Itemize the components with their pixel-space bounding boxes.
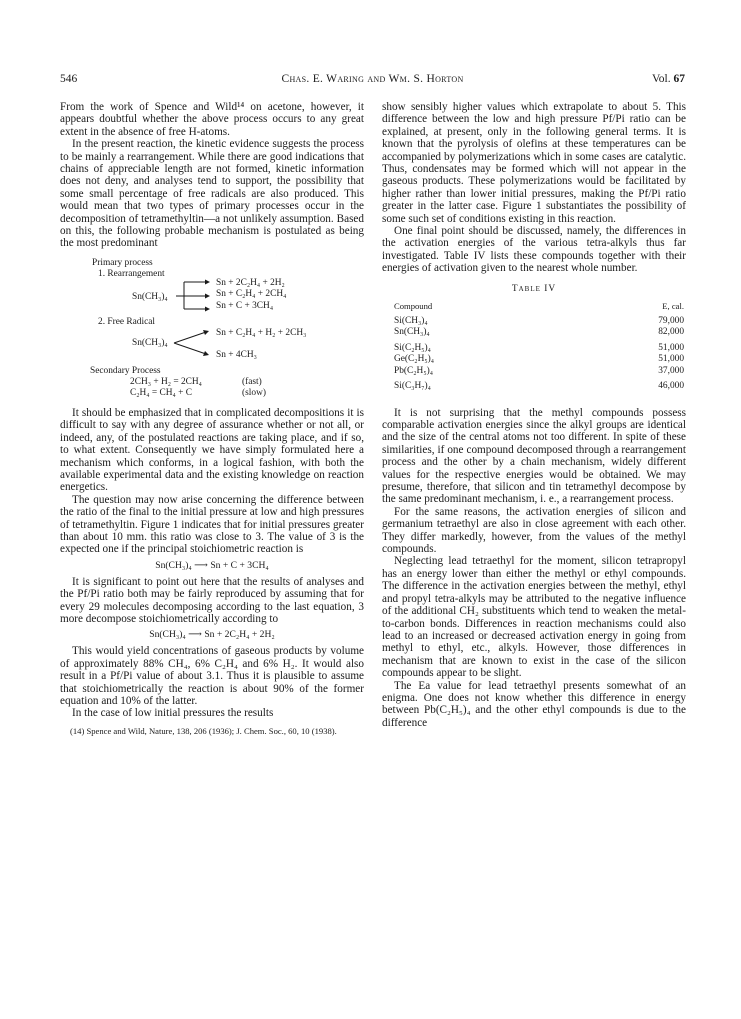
equation: Sn(CH₃)₄ ⟶ Sn + 2C₂H₄ + 2H₂	[149, 629, 275, 641]
scheme-primary-process: Primary process	[92, 257, 153, 268]
left-column	[60, 101, 364, 736]
table-cell: 79,000	[658, 315, 684, 326]
fork-arrow	[172, 328, 212, 358]
table-cell: Si(C₂H₅)₄	[394, 342, 431, 353]
volume-number: 67	[673, 73, 685, 85]
scheme-secondary-2: C₂H₄ = CH₄ + C	[130, 387, 193, 398]
table-cell: Ge(C₂H₅)₄	[394, 354, 435, 365]
scheme-reactant-2: Sn(CH₃)₄	[132, 337, 168, 348]
scheme-product-2: Sn + C₂H₄ + 2CH₄	[216, 288, 287, 299]
activation-energy-table	[394, 301, 684, 393]
paragraph: This would yield concentrations of gaseous products by volume of approximately 88% CH₄, 6% C₂H₄ and 6% H₂. It would also result in a Pf/Pi value of about 3.1. Thus it is plausible to assume that stoichiometrically the reaction is about 90% of the former equation and 10% of the latter.	[60, 645, 364, 707]
table-title: Table IV	[511, 283, 557, 294]
equation: Sn(CH₃)₄ ⟶ Sn + C + 3CH₄	[155, 559, 269, 571]
scheme-secondary-1: 2CH₃ + H₂ = 2CH₄	[130, 376, 202, 387]
table-cell: 37,000	[658, 365, 684, 376]
scheme-radical-product-2: Sn + 4CH₃	[216, 349, 257, 360]
paragraph: In the present reaction, the kinetic evidence suggests the process to be mainly a rearrangement. While there are good indications that chains of appreciable length are not formed, kinetic information does not deny, and analyses tend to support, the possibility that some small percentage of free radicals are also produced. This would mean that two types of primary processes occur in the decomposition of tetramethyltin—a not unlikely assumption. Based on this, the following probable mechanism is postulated as being the most predominant	[60, 138, 364, 250]
paragraph: It should be emphasized that in complicated decompositions it is difficult to say with any degree of assurance whether or not all, or indeed, any, of the postulated reactions are taking place, and if so, to what extent. Consequently we have simply formulated here a mechanism which conforms, in a logical fashion, with both the available experimental data and the existing knowledge on reaction energetics.	[60, 406, 364, 494]
volume-prefix: Vol.	[651, 73, 671, 85]
table-cell: 82,000	[658, 327, 684, 338]
table-row	[394, 339, 684, 355]
mechanism-scheme	[60, 258, 364, 403]
scheme-secondary-2-rate: (slow)	[242, 387, 266, 398]
paragraph: In the case of low initial pressures the results	[72, 707, 274, 720]
table-row	[394, 366, 684, 378]
table-cell: Pb(C₂H₅)₄	[394, 365, 433, 376]
table-row	[394, 354, 684, 366]
table-header-energy: E, cal.	[662, 301, 684, 312]
scheme-rearrangement: 1. Rearrangement	[98, 268, 165, 279]
paragraph: It is significant to point out here that the results of analyses and the Pf/Pi ratio both may be fairly reproduced by assuming that for every 29 molecules decomposing according to the last equation, 3 more decompose stoichiometrically according to	[60, 575, 364, 625]
paragraph: The question may now arise concerning the difference between the ratio of the final to the initial pressure at low and high pressures of tetramethyltin. Figure 1 indicates that for initial pressures greater than about 10 mm. this ratio was close to 3. The value of 3 is the expected one if the principal stoichiometric reaction is	[60, 493, 364, 556]
scheme-secondary-process: Secondary Process	[90, 365, 161, 376]
table-cell: 51,000	[658, 342, 684, 353]
table-row	[394, 377, 684, 393]
table-row	[394, 327, 684, 339]
table-header-row	[394, 301, 684, 316]
table-cell: Si(CH₃)₄	[394, 315, 428, 326]
table-cell: Sn(CH₃)₄	[394, 327, 430, 338]
right-column	[382, 101, 686, 729]
page-number: 546	[60, 73, 78, 85]
table-header-compound: Compound	[394, 301, 433, 312]
footnote: (14) Spence and Wild, Nature, 138, 206 (1936); J. Chem. Soc., 60, 10 (1938).	[70, 725, 337, 736]
paragraph: show sensibly higher values which extrapolate to about 5. This difference between the low and high pressure Pf/Pi ratio can be explained, at present, only in the following general terms. It is known that the pyrolysis of olefins at these temperatures can be accompanied by polymerizations which in some cases are catalytic. Thus, condensates may be formed which will not appear in the gaseous products. These polymerizations would be facilitated by higher rather than lower initial pressures, making the Pf/Pi ratio greater in the latter case. Figure 1 substantiates the possibility of some such set of conditions existing in this reaction.	[382, 101, 686, 225]
scheme-reactant: Sn(CH₃)₄	[132, 291, 168, 302]
scheme-product-1: Sn + 2C₂H₄ + 2H₂	[216, 277, 285, 288]
volume-label	[652, 73, 685, 85]
paragraph: From the work of Spence and Wild¹⁴ on acetone, however, it appears doubtful whether the above process occurs to any great extent in the absence of free H-atoms.	[60, 101, 364, 138]
paragraph: One final point should be discussed, namely, the differences in the activation energies of the various tetra-alkyls thus far investigated. Table IV lists these compounds together with their energies of activation given to the nearest whole number.	[382, 225, 686, 275]
branch-arrow	[176, 278, 212, 312]
scheme-product-3: Sn + C + 3CH₄	[216, 300, 274, 311]
scheme-secondary-1-rate: (fast)	[242, 376, 262, 387]
paragraph: For the same reasons, the activation energies of silicon and germanium tetraethyl are also in close agreement with each other. They differ markedly, however, from the values of the methyl compounds.	[382, 505, 686, 556]
scheme-radical-product-1: Sn + C₂H₄ + H₂ + 2CH₃	[216, 327, 307, 338]
page-header	[60, 73, 685, 89]
table-row	[394, 316, 684, 328]
table-cell: Si(C₃H₇)₄	[394, 381, 431, 392]
paragraph: Neglecting lead tetraethyl for the moment, silicon tetrapropyl has an energy lower than either the methyl or ethyl compounds. The difference in the activation energies between the methyl, ethyl and propyl tetra-alkyls may be attributed to the negative influence of the additional CH₂ substituents which tend to weaken the metal-to-carbon bonds. Differences in reaction mechanisms could also lead to an increased or decreased activation energy in going from methyl to ethyl, etc., alkyls. However, those differences in mechanism that are known to exist in the case of the silicon compounds appear to be slight.	[382, 555, 686, 680]
table-cell: 51,000	[658, 354, 684, 365]
paragraph: The Ea value for lead tetraethyl presents somewhat of an enigma. One does not know whether this difference in energy between Pb(C₂H₅)₄ and the other ethyl compounds is due to the difference	[382, 679, 686, 729]
scheme-free-radical: 2. Free Radical	[98, 316, 156, 327]
paragraph: It is not surprising that the methyl compounds possess comparable activation energies since the alkyl groups are identical and the size of the central atoms not too different. In spite of these similarities, if one compound decomposed through a rearrangement process and the other by a chain mechanism, widely different values for the respective energies would be obtained. We may presume, therefore, that silicon and tin tetramethyl decompose by the same predominant mechanism, i. e., a rearrangement process.	[382, 406, 686, 506]
table-cell: 46,000	[658, 381, 684, 392]
running-title: Chas. E. Waring and Wm. S. Horton	[281, 73, 464, 85]
